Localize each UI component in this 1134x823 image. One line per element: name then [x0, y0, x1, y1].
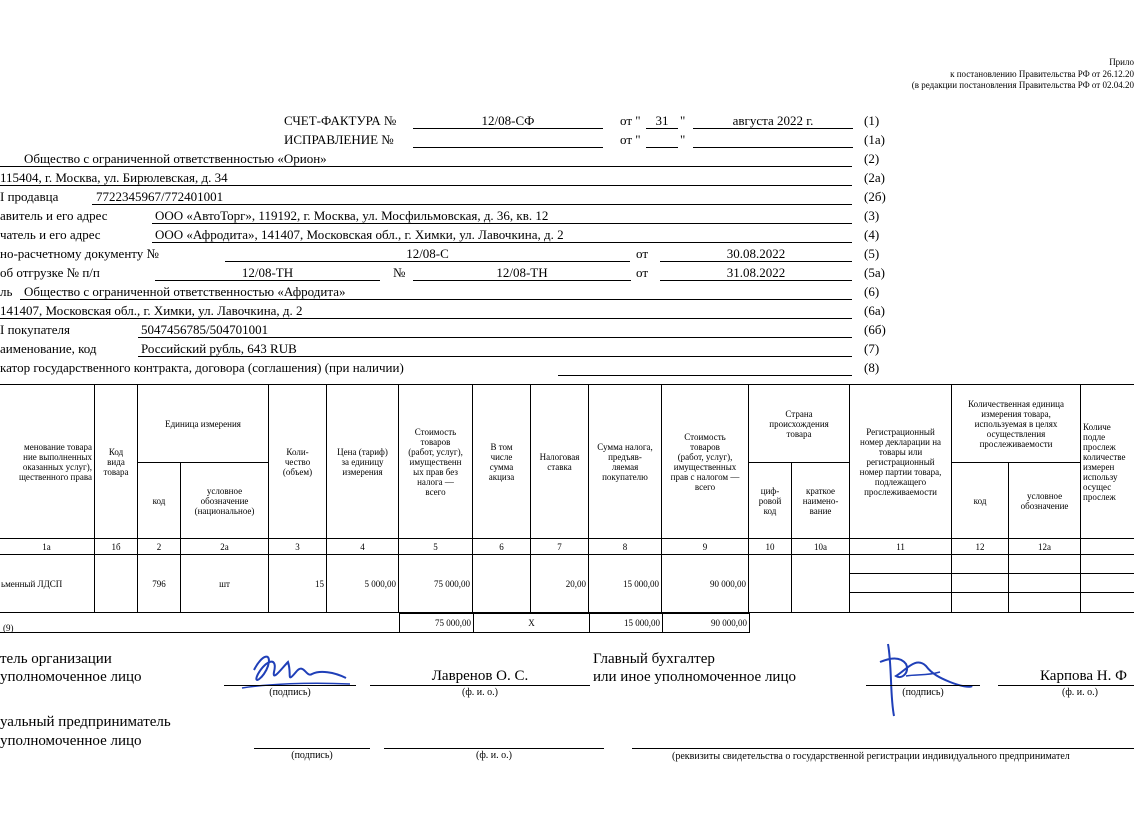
payment-doc-number: 12/08-С: [406, 246, 449, 261]
payment-doc-from: от: [636, 246, 649, 261]
appendix-line-2: к постановлению Правительства РФ от 26.12.20: [950, 69, 1134, 79]
correction-from-label: от ": [620, 132, 641, 147]
col-number: 2: [138, 539, 181, 555]
col-kind-code-header: Код вида товара: [95, 385, 138, 539]
col-trace-unit-header: Количественная единица измерения товара, используемая в целях осуществления прослеживаемости: [952, 385, 1081, 463]
shipment-doc-ref: (5а): [864, 265, 885, 280]
row-trace-code: [952, 555, 1009, 613]
col-number: 11: [850, 539, 952, 555]
col-number: 9: [662, 539, 749, 555]
invoice-number: 12/08-СФ: [481, 113, 535, 128]
row-cost-with-tax: 90 000,00: [662, 555, 749, 613]
ip-requisites-caption: (реквизиты свидетельства о государственной регистрации индивидуального предпринимател: [672, 751, 1070, 762]
seller-address-ref: (2а): [864, 170, 885, 185]
buyer-inn-label: I покупателя: [0, 322, 70, 337]
seller-name-ref: (2): [864, 151, 880, 166]
col-number: 6: [473, 539, 531, 555]
col-unit-symbol-header: условное обозначение (национальное): [181, 463, 269, 539]
col-number: 2а: [181, 539, 269, 555]
ip-title-1: уальный предприниматель: [0, 714, 171, 730]
col-number: 10: [749, 539, 792, 555]
correction-quote: ": [680, 132, 686, 147]
col-excise-header: В том числе сумма акциза: [473, 385, 531, 539]
shipper-value: ООО «АвтоТорг», 119192, г. Москва, ул. Мосфильмовская, д. 36, кв. 12: [155, 208, 549, 223]
buyer-label: ль: [0, 284, 13, 299]
invoice-month-year: августа 2022 г.: [732, 113, 814, 128]
row-country-code: [749, 555, 792, 613]
head-title-2: уполномоченное лицо: [0, 669, 142, 685]
shipment-doc-from: от: [636, 265, 649, 280]
col-trace-code-header: код: [952, 463, 1009, 539]
col-cost-no-tax-header: Стоимость товаров (работ, услуг), имущественн ых прав без налога — всего: [399, 385, 473, 539]
shipment-doc-label: об отгрузке № п/п: [0, 265, 100, 280]
accountant-title-1: Главный бухгалтер: [593, 651, 715, 667]
total-cost-with-tax: 90 000,00: [663, 614, 750, 633]
col-number: 3: [269, 539, 327, 555]
invoice-day: 31: [655, 113, 669, 128]
shipment-doc-date: 31.08.2022: [726, 265, 786, 280]
appendix-line-3: (в редакции постановления Правительства РФ от 02.04.20: [911, 80, 1134, 90]
currency-label: аименование, код: [0, 341, 97, 356]
row-price: 5 000,00: [327, 555, 399, 613]
accountant-name: Карпова Н. Ф: [1040, 668, 1127, 684]
invoice-from-label: от ": [620, 113, 641, 128]
total-cost-no-tax: 75 000,00: [400, 614, 474, 633]
currency-value: Российский рубль, 643 RUB: [141, 341, 297, 356]
row-name: ьменный ЛДСП: [0, 555, 95, 613]
total-tax-sum: 15 000,00: [590, 614, 663, 633]
col-tax-rate-header: Налоговая ставка: [531, 385, 589, 539]
col-number: 7: [531, 539, 589, 555]
accountant-sign-caption: (подпись): [902, 687, 944, 698]
correction-ref: (1а): [864, 132, 885, 147]
col-number: 12: [952, 539, 1009, 555]
col-number: 10а: [792, 539, 850, 555]
col-number: 5: [399, 539, 473, 555]
row-trace-symbol: [1009, 555, 1081, 613]
buyer-name-ref: (6): [864, 284, 880, 299]
contract-id-ref: (8): [864, 360, 880, 375]
col-number: 1б: [95, 539, 138, 555]
row-cost-no-tax: 75 000,00: [399, 555, 473, 613]
row-tax-rate: 20,00: [531, 555, 589, 613]
row-qty: 15: [269, 555, 327, 613]
payment-doc-date: 30.08.2022: [726, 246, 786, 261]
goods-table: [0, 384, 1134, 613]
shipment-doc-number: 12/08-ТН: [496, 265, 548, 280]
col-number: [1081, 539, 1134, 555]
head-name: Лавренов О. С.: [431, 668, 529, 684]
accountant-signature-image: [866, 636, 976, 720]
accountant-title-2: или иное уполномоченное лицо: [593, 669, 796, 685]
buyer-inn-ref: (6б): [864, 322, 886, 337]
col-number: 4: [327, 539, 399, 555]
col-price-header: Цена (тариф) за единицу измерения: [327, 385, 399, 539]
col-name-header: менование товара ние выполненных оказанных услуг), щественного права: [0, 385, 95, 539]
col-unit-code-header: код: [138, 463, 181, 539]
col-country-code-header: циф- ровой код: [749, 463, 792, 539]
appendix-line-1: Прило: [1109, 57, 1134, 67]
row-trace-qty: [1081, 555, 1134, 613]
consignee-value: ООО «Афродита», 141407, Московская обл., г. Химки, ул. Лавочкина, д. 2: [155, 227, 564, 242]
seller-inn-label: I продавца: [0, 189, 59, 204]
contract-id-label: катор государственного контракта, договора (соглашения) (при наличии): [0, 360, 404, 375]
row-reg-number: [850, 555, 952, 613]
head-sign-caption: (подпись): [269, 687, 311, 698]
col-trace-symbol-header: условное обозначение: [1009, 463, 1081, 539]
buyer-inn: 5047456785/504701001: [141, 322, 269, 337]
row-excise: [473, 555, 531, 613]
correction-label: ИСПРАВЛЕНИЕ №: [284, 132, 394, 147]
col-tax-sum-header: Сумма налога, предъяв- ляемая покупателю: [589, 385, 662, 539]
col-number: 12а: [1009, 539, 1081, 555]
currency-ref: (7): [864, 341, 880, 356]
col-qty-header: Коли- чество (объем): [269, 385, 327, 539]
buyer-address: 141407, Московская обл., г. Химки, ул. Лавочкина, д. 2: [0, 303, 303, 318]
seller-inn-ref: (2б): [864, 189, 886, 204]
col-number: 8: [589, 539, 662, 555]
seller-inn: 7722345967/772401001: [96, 189, 224, 204]
row-tax-sum: 15 000,00: [589, 555, 662, 613]
accountant-fio-caption: (ф. и. о.): [1062, 687, 1098, 698]
buyer-address-ref: (6а): [864, 303, 885, 318]
col-number: 1а: [0, 539, 95, 555]
total-label: (9): [3, 623, 14, 633]
row-unit-code: 796: [138, 555, 181, 613]
shipment-doc-line: 12/08-ТН: [241, 265, 294, 280]
col-reg-number-header: Регистрационный номер декларации на товары или регистрационный номер партии товара, подлежащего прослеживаемости: [850, 385, 952, 539]
totals-table: [399, 613, 750, 633]
total-excise: X: [474, 614, 590, 633]
row-country-name: [792, 555, 850, 613]
payment-doc-label: но-расчетному документу №: [0, 246, 159, 261]
buyer-name: Общество с ограниченной ответственностью «Афродита»: [24, 284, 346, 299]
row-unit-symbol: шт: [181, 555, 269, 613]
ip-sign-caption: (подпись): [291, 750, 333, 761]
payment-doc-ref: (5): [864, 246, 880, 261]
shipper-ref: (3): [864, 208, 880, 223]
row-kind-code: [95, 555, 138, 613]
seller-address: 115404, г. Москва, ул. Бирюлевская, д. 34: [0, 170, 228, 185]
head-fio-caption: (ф. и. о.): [462, 687, 498, 698]
invoice-quote-close: ": [680, 113, 686, 128]
col-country-header: Страна происхождения товара: [749, 385, 850, 463]
seller-name: Общество с ограниченной ответственностью «Орион»: [24, 151, 327, 166]
shipment-doc-no: №: [393, 265, 406, 280]
invoice-title: СЧЕТ-ФАКТУРА №: [284, 113, 397, 128]
ip-fio-caption: (ф. и. о.): [476, 750, 512, 761]
col-unit-header: Единица измерения: [138, 385, 269, 463]
col-trace-qty-header: Количе подле прослеж количестве измерен использу осущес прослеж: [1081, 385, 1134, 539]
shipper-label: авитель и его адрес: [0, 208, 108, 223]
consignee-label: чатель и его адрес: [0, 227, 101, 242]
col-country-name-header: краткое наимено- вание: [792, 463, 850, 539]
ip-title-2: уполномоченное лицо: [0, 733, 142, 749]
consignee-ref: (4): [864, 227, 880, 242]
col-cost-with-tax-header: Стоимость товаров (работ, услуг), имущественных прав с налогом — всего: [662, 385, 749, 539]
head-title-1: тель организации: [0, 651, 112, 667]
invoice-ref: (1): [864, 113, 880, 128]
